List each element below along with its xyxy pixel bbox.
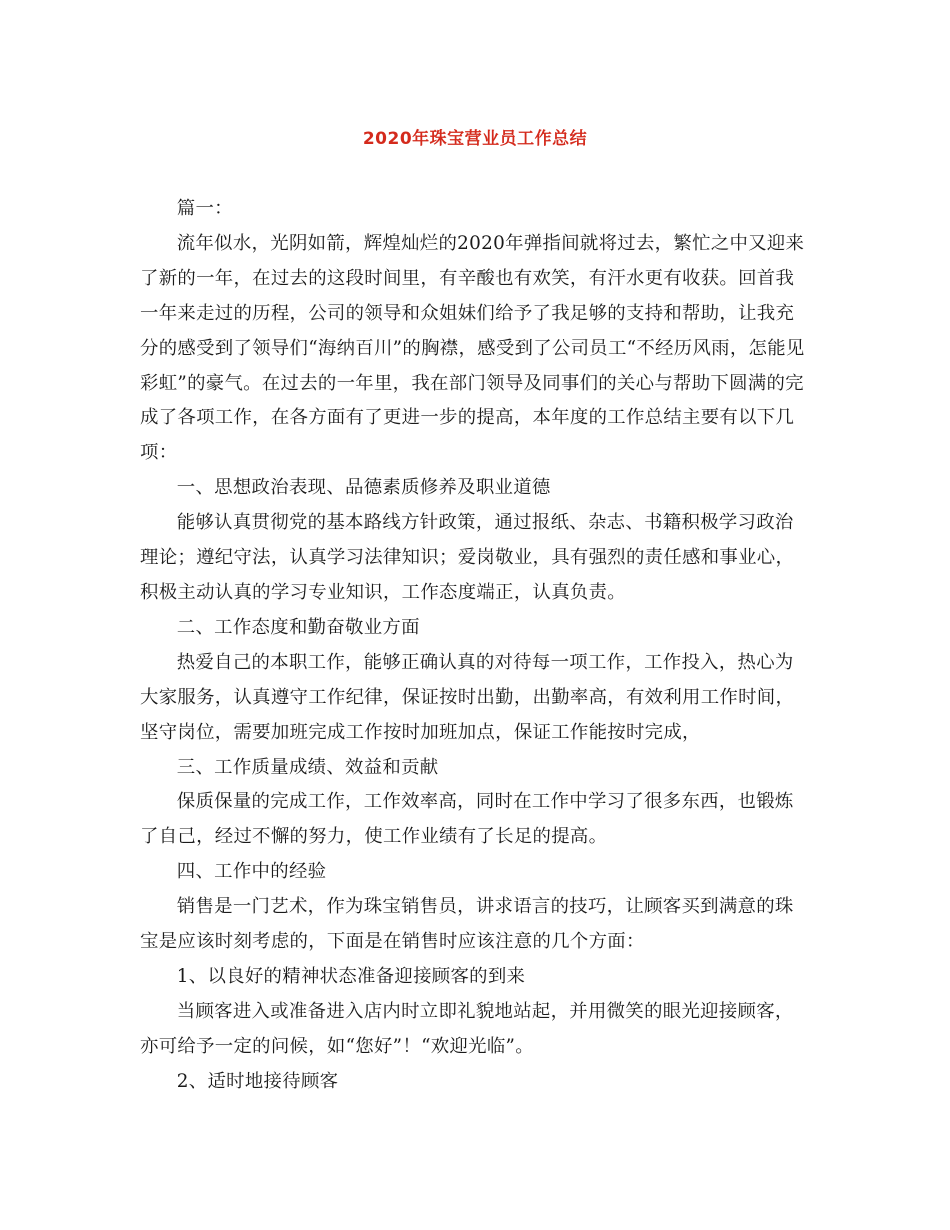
paragraph-section-4: 销售是一门艺术，作为珠宝销售员，讲求语言的技巧，让顾客买到满意的珠宝是应该时刻考虑的，下面是在销售时应该注意的几个方面： [140, 896, 794, 953]
paragraph-intro: 流年似水，光阴如箭，辉煌灿烂的2020年弹指间就将过去，繁忙之中又迎来了新的一年，在过去的这段时间里，有辛酸也有欢笑，有汗水更有收获。回首我一年来走过的历程，公司的领导和众姐妹们给予了我足够的支持和帮助，让我充分的感受到了领导们“海纳百川”的胸襟，感受到了公司员工“不经历风雨，怎能见彩虹”的豪气。在过去的一年里，我在部门领导及同事们的关心与帮助下圆满的完成了各项工作，在各方面有了更进一步的提高，本年度的工作总结主要有以下几项： [140, 232, 805, 464]
document-title: 2020年珠宝营业员工作总结 [362, 129, 588, 149]
paragraph-section-1: 能够认真贯彻党的基本路线方针政策，通过报纸、杂志、书籍积极学习政治理论；遵纪守法，认真学习法律知识；爱岗敬业，具有强烈的责任感和事业心，积极主动认真的学习专业知识，工作态度端正，认真负责。 [140, 512, 795, 603]
subheading-1: 1、以良好的精神状态准备迎接顾客的到来 [176, 965, 526, 987]
heading-section-2: 二、工作态度和勤奋敬业方面 [176, 616, 420, 638]
paragraph-section-2: 热爱自己的本职工作，能够正确认真的对待每一项工作，工作投入，热心为大家服务，认真遵守工作纪律，保证按时出勤，出勤率高，有效利用工作时间，坚守岗位，需要加班完成工作按时加班加点，保证工作能按时完成， [140, 651, 795, 743]
subheading-2: 2、适时地接待顾客 [176, 1070, 339, 1092]
heading-section-3: 三、工作质量成绩、效益和贡献 [176, 756, 439, 778]
paragraph-subsection-1: 当顾客进入或准备进入店内时立即礼貌地站起，并用微笑的眼光迎接顾客，亦可给予一定的问候，如“您好”！“欢迎光临”。 [140, 1000, 794, 1057]
paragraph-section-3: 保质保量的完成工作，工作效率高，同时在工作中学习了很多东西，也锻炼了自己，经过不懈的努力，使工作业绩有了长足的提高。 [140, 791, 794, 848]
heading-section-4: 四、工作中的经验 [176, 861, 327, 883]
paragraph-section-label: 篇一： [176, 198, 233, 219]
document-body [140, 192, 808, 1100]
heading-section-1: 一、思想政治表现、品德素质修养及职业道德 [176, 477, 551, 499]
